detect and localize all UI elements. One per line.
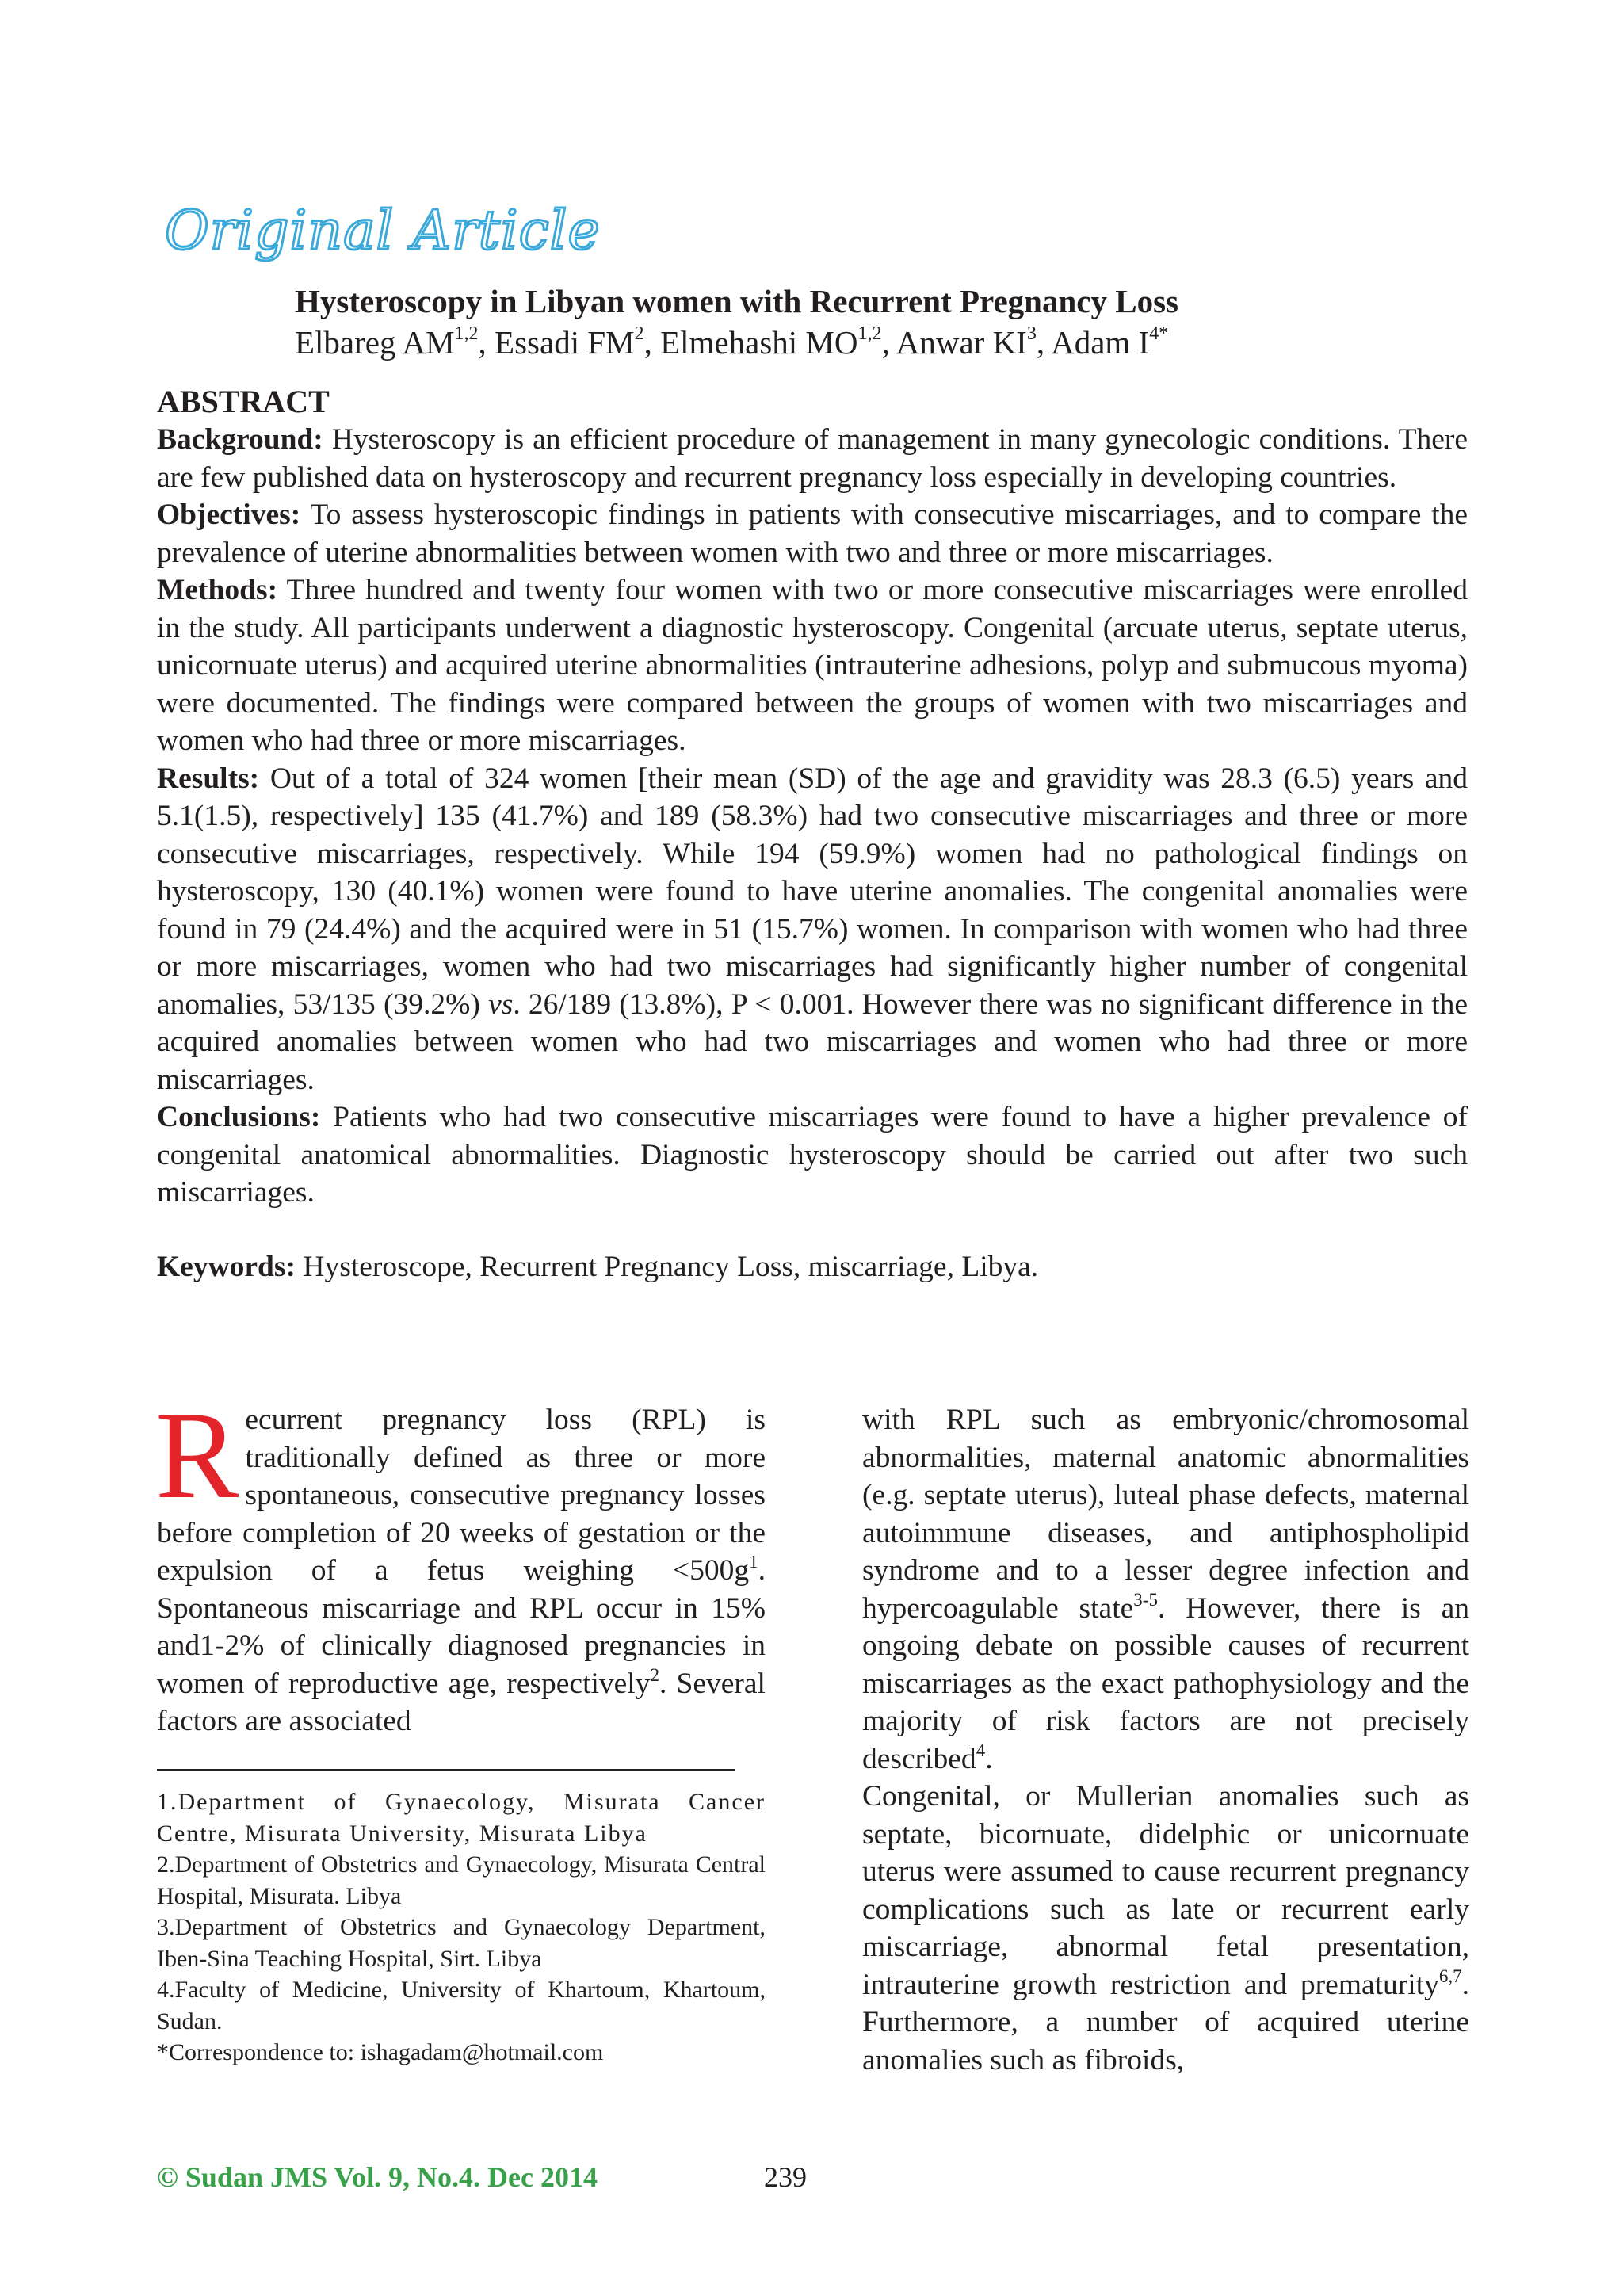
author-affiliation: 2 — [634, 323, 644, 344]
author-affiliation: 3 — [1026, 323, 1037, 344]
citation: 3-5 — [1133, 1589, 1158, 1610]
article-title: Hysteroscopy in Libyan women with Recurrent Pregnancy Loss — [295, 283, 1178, 319]
intro-paragraph: Recurrent pregnancy loss (RPL) is traditionally defined as three or more spontaneous, consecutive pregnancy losses before completion of 20 weeks of gestation or the expulsion of a fetus weighing $<500g^1$. Spontaneous miscarriage and RPL occur in 15% and1-2% of clinically diagnosed pregnancies in women of reproductive age, respectively$^2$. Several factors are associated — [155, 1386, 766, 1737]
affiliation-2: 2.Department of Obstetrics and Gynaecology, Misurata Central Hospital, Misurata. Libya — [157, 1851, 766, 1909]
abstract-results: Results: Out of a total of 324 women [their mean (SD) of the age and gravidity was 28.3 (6.5) years and 5.1(1.5), respectively] 135 (41.7%) and 189 (58.3%) had two consecutive miscarriages and three or more consecutive miscarriages, respectively. While 194 (59.9%) women had no pathological findings on hysteroscopy, 130 (40.1%) women were found to have uterine anomalies. The congenital anomalies were found in 79 (24.4%) and the acquired were in 51 (15.7%) women. In comparison with women who had three or more miscarriages, women who had two miscarriages had significantly higher number of congenital anomalies, 53/135 (39.2%) vs. 26/189 (13.8%), P < 0.001. However there was no significant difference in the acquired anomalies between women who had two miscarriages and women who had three or more miscarriages. — [157, 762, 1468, 1096]
author-affiliation: 1,2 — [857, 323, 882, 344]
abstract-heading: ABSTRACT — [157, 384, 330, 419]
author-affiliation: 4* — [1149, 323, 1169, 344]
affiliations — [157, 1786, 766, 2069]
affiliation-3: 3.Department of Obstetrics and Gynaecology Department, Iben-Sina Teaching Hospital, Sirt. Libya — [157, 1914, 766, 1972]
author-affiliation: 1,2 — [454, 323, 479, 344]
author-name: Anwar KI — [896, 324, 1027, 361]
author-name: Elbareg AM — [295, 324, 455, 361]
body-column-left — [155, 1386, 766, 1740]
affiliation-1: 1.Department of Gynaecology, Misurata Cancer Centre, Misurata University, Misurata Libya — [157, 1789, 766, 1847]
affiliation-4: 4.Faculty of Medicine, University of Khartoum, Khartoum, Sudan. — [157, 1977, 766, 2034]
citation: 6,7 — [1438, 1966, 1462, 1986]
abstract — [157, 383, 1468, 1286]
abstract-objectives: Objectives: To assess hysteroscopic findings in patients with consecutive miscarriages, and to compare the prevalence of uterine abnormalities between women with two and three or more miscarriages. — [157, 499, 1468, 569]
author-list: Elbareg AM$^{1,2}$, Essadi $FM^2$, Elmehashi MO$^{1,2}$, Anwar $KI^3$, Adam $I^{4*}$ — [295, 323, 1169, 361]
article-type-label: Original Article — [165, 200, 601, 262]
body-column-right — [862, 1401, 1469, 2079]
citation: 4 — [976, 1740, 986, 1760]
drop-cap: R — [155, 1386, 239, 1525]
author-name: Essadi FM — [495, 324, 635, 361]
page-number: 239 — [764, 2161, 807, 2193]
citation: 1 — [749, 1552, 758, 1572]
author-name: Adam I — [1051, 324, 1150, 361]
citation: 2 — [650, 1664, 659, 1685]
footnote-divider — [157, 1769, 735, 1771]
journal-footer: © Sudan JMS Vol. 9, No.4. Dec 2014 — [157, 2161, 598, 2193]
correspondence: *Correspondence to: ishagadam@hotmail.com — [157, 2039, 604, 2065]
congenital-paragraph: Congenital, or Mullerian anomalies such as septate, bicornuate, didelphic or unicornuate uterus were assumed to cause recurrent pregnancy complications such as late or recurrent early miscarriage, abnormal fetal presentation, intrauterine growth restriction and prematurity$^{6,7}$. Furthermore, a number of acquired uterine anomalies such as fibroids, — [862, 1780, 1469, 2076]
keywords: Keywords: Hysteroscope, Recurrent Pregnancy Loss, miscarriage, Libya. — [157, 1250, 1039, 1283]
abstract-methods: Methods: Three hundred and twenty four women with two or more consecutive miscarriages were enrolled in the study. All participants underwent a diagnostic hysteroscopy. Congenital (arcuate uterus, septate uterus, unicornuate uterus) and acquired uterine abnormalities (intrauterine adhesions, polyp and submucous myoma) were documented. The findings were compared between the groups of women with two miscarriages and women who had three or more miscarriages. — [157, 574, 1468, 757]
abstract-background: Background: Hysteroscopy is an efficient procedure of management in many gynecologic conditions. There are few published data on hysteroscopy and recurrent pregnancy loss especially in developing countries. — [157, 423, 1468, 494]
author-name: Elmehashi MO — [660, 324, 858, 361]
intro-paragraph-continued: with RPL such as embryonic/chromosomal abnormalities, maternal anatomic abnormalities (e.g. septate uterus), luteal phase defects, maternal autoimmune diseases, and antiphospholipid syndrome and to a lesser degree infection and hypercoagulable state$^{3-5}$. However, there is an ongoing debate on possible causes of recurrent miscarriages as the exact pathophysiology and the majority of risk factors are not precisely described$^4$. — [862, 1404, 1469, 1775]
abstract-conclusions: Conclusions: Patients who had two consecutive miscarriages were found to have a higher prevalence of congenital anatomical abnormalities. Diagnostic hysteroscopy should be carried out after two such miscarriages. — [157, 1101, 1468, 1209]
